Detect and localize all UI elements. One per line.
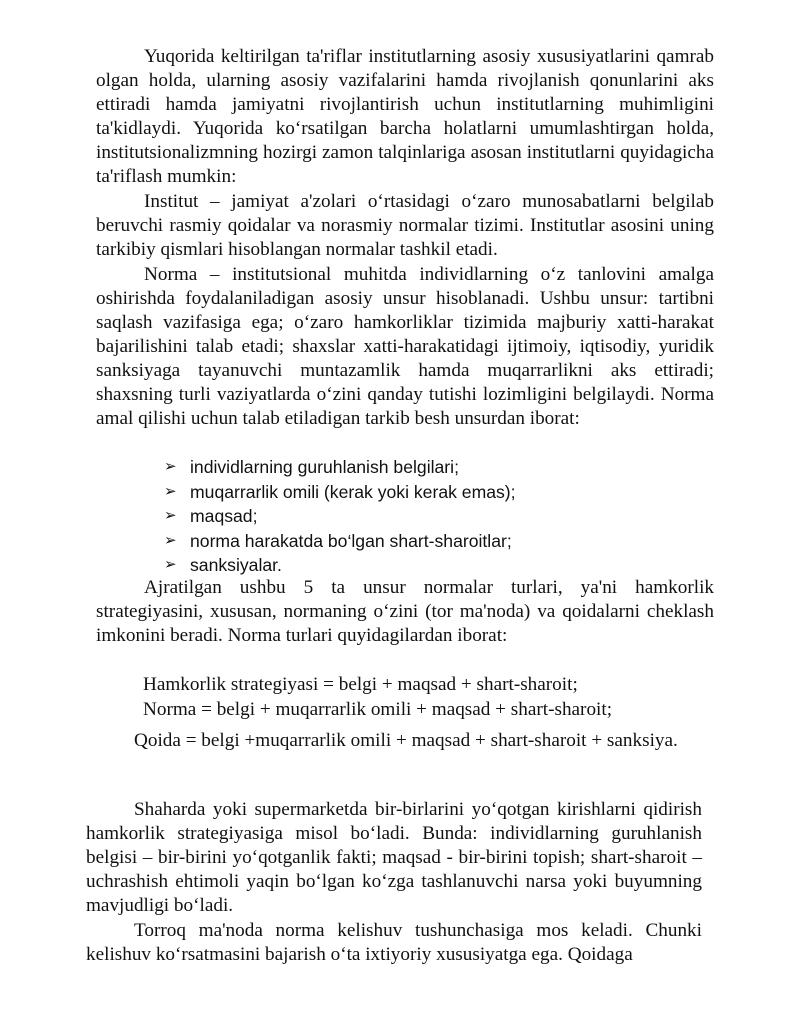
arrowhead-bullet-icon: ➢ <box>164 482 177 500</box>
formula-norma: Norma = belgi + muqarrarlik omili + maqsad + shart-sharoit; <box>143 699 613 720</box>
paragraph-norma-definition: Norma – institutsional muhitda individlarning o‘z tanlovini amalga oshirishda foydalaniladigan asosiy unsur hisoblanadi. Ushbu unsur: tartibni saqlash vazifasiga ega; o‘zaro hamkorliklar tizimida majburiy xatti-harakat bajarilishini talab etadi; shaxslar xatti-harakatidagi ijtimoiy, iqtisodiy, yuridik sanksiyaga tayanuvchi muntazamlik hamda muqarrarlikni aks ettiradi; shaxsning turli vaziyatlarda o‘zini qanday tutishi lozimligini belgilaydi. Norma amal qilishi uchun talab etiladigan tarkib besh unsurdan iborat: <box>96 264 714 429</box>
arrowhead-bullet-icon: ➢ <box>164 507 177 524</box>
paragraph-norma-types: Ajratilgan ushbu 5 ta unsur normalar turlari, ya'ni hamkorlik strategiyasini, xususan, normaning o‘zini (tor ma'noda) va qoidalarni cheklash imkonini beradi. Norma turlari quyidagilardan iborat: <box>96 577 714 646</box>
list-item-text: sanksiyalar. <box>190 555 282 575</box>
list-item <box>164 480 724 505</box>
norma-elements-list <box>164 455 724 578</box>
list-item-text: maqsad; <box>190 506 258 526</box>
list-item-text: norma harakatda bo‘lgan shart-sharoitlar; <box>190 530 512 551</box>
paragraph-institut-intro: Yuqorida keltirilgan ta'riflar institutlarning asosiy xususiyatlarini qamrab olgan holda, ularning asosiy vazifalarini hamda rivojlanish qonunlarini aks ettiradi hamda jamiyatni rivojlantirish uchun institutlarning muhimligini ta'kidlaydi. Yuqorida ko‘rsatilgan barcha holatlarni umumlashtirgan holda, institutsionalizmning hozirgi zamon talqinlariga asosan institutlarni quyidagicha ta'riflash mumkin: <box>96 46 714 187</box>
formula-hamkorlik-strategiyasi: Hamkorlik strategiyasi = belgi + maqsad + shart-sharoit; <box>143 674 578 695</box>
paragraph-torroq-manoda: Torroq ma'noda norma kelishuv tushunchasiga mos keladi. Chunki kelishuv ko‘rsatmasini bajarish o‘ta ixtiyoriy xususiyatga ega. Qoidaga <box>86 920 702 965</box>
arrowhead-bullet-icon: ➢ <box>164 531 177 549</box>
list-item <box>164 529 724 554</box>
list-item-text: muqarrarlik omili (kerak yoki kerak emas); <box>190 481 516 502</box>
list-item <box>164 553 724 578</box>
list-item <box>164 504 724 529</box>
paragraph-hamkorlik-example: Shaharda yoki supermarketda bir-birlarini yo‘qotgan kirishlarni qidirish hamkorlik strategiyasiga misol bo‘ladi. Bunda: individlarning guruhlanish belgisi – bir-birini yo‘qotganlik fakti; maqsad - bir-birini topish; shart-sharoit – uchrashish ehtimoli yaqin bo‘lgan ko‘zga tashlanuvchi narsa yoki buyumning mavjudligi bo‘ladi. <box>86 799 702 916</box>
list-item <box>164 455 724 480</box>
arrowhead-bullet-icon: ➢ <box>164 458 177 475</box>
paragraph-institut-definition: Institut – jamiyat a'zolari o‘rtasidagi o‘zaro munosabatlarni belgilab beruvchi rasmiy qoidalar va norasmiy normalar tizimi. Institutlar asosini uning tarkibiy qismlari hisoblangan normalar tashkil etadi. <box>96 191 714 260</box>
arrowhead-bullet-icon: ➢ <box>164 556 177 573</box>
list-item-text: individlarning guruhlanish belgilari; <box>190 457 459 477</box>
formula-qoida: Qoida = belgi +muqarrarlik omili + maqsad + shart-sharoit + sanksiya. <box>134 730 678 751</box>
